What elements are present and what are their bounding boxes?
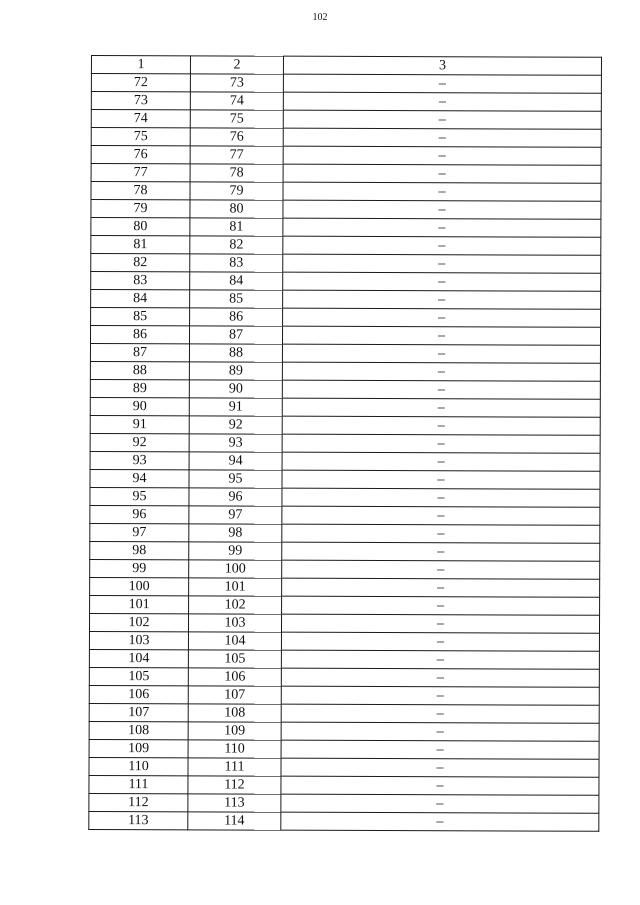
table-cell-col-1: 112 bbox=[89, 793, 188, 811]
table-cell-col-2: 105 bbox=[188, 650, 281, 668]
table-cell-col-2: 114 bbox=[188, 812, 281, 830]
table-cell-col-1: 96 bbox=[90, 505, 189, 523]
table-cell-col-1: 90 bbox=[90, 397, 189, 415]
table-row bbox=[90, 326, 600, 346]
table-cell-col-3: – bbox=[282, 416, 600, 435]
table-cell-col-2: 85 bbox=[190, 290, 283, 308]
table-cell-col-3: – bbox=[282, 434, 600, 453]
table-cell-col-1: 92 bbox=[90, 433, 189, 451]
table-cell-col-3: – bbox=[281, 650, 599, 669]
table-row bbox=[89, 703, 599, 723]
table-cell-col-2: 86 bbox=[190, 308, 283, 326]
table-cell-col-1: 87 bbox=[90, 344, 189, 362]
table-cell-col-2: 80 bbox=[190, 200, 283, 218]
table-cell-col-1: 113 bbox=[89, 811, 188, 829]
table-cell-col-3: – bbox=[283, 146, 601, 165]
table-cell-col-3: – bbox=[283, 254, 601, 273]
table-cell-col-1: 97 bbox=[90, 523, 189, 541]
table-row bbox=[91, 128, 601, 148]
table-row bbox=[89, 649, 599, 669]
table-row bbox=[91, 146, 601, 166]
table-cell-col-2: 91 bbox=[189, 398, 282, 416]
table-cell-col-2: 75 bbox=[190, 110, 283, 128]
table-cell-col-1: 75 bbox=[91, 128, 190, 146]
table-cell-col-3: – bbox=[283, 182, 601, 201]
table-cell-col-1: 100 bbox=[90, 577, 189, 595]
table-cell-col-3: – bbox=[283, 128, 601, 147]
table-row bbox=[91, 236, 601, 256]
table-cell-col-1: 81 bbox=[91, 236, 190, 254]
table-row bbox=[91, 218, 601, 238]
table-row bbox=[91, 164, 601, 184]
table-row bbox=[90, 505, 600, 525]
table-cell-col-1: 76 bbox=[91, 146, 190, 164]
table-row bbox=[89, 631, 599, 651]
table-cell-col-2: 108 bbox=[188, 704, 281, 722]
table-cell-col-3: – bbox=[283, 308, 601, 327]
table-row bbox=[90, 379, 600, 399]
table-cell-col-3: – bbox=[281, 686, 599, 705]
table-cell-col-1: 82 bbox=[91, 254, 190, 272]
table-cell-col-3: – bbox=[282, 380, 600, 399]
table-row bbox=[90, 487, 600, 507]
table-cell-col-3: – bbox=[283, 218, 601, 237]
table-cell-col-3: – bbox=[282, 344, 600, 363]
table-cell-col-3: – bbox=[283, 200, 601, 219]
table-row bbox=[91, 308, 601, 328]
table-cell-col-2: 93 bbox=[189, 434, 282, 452]
table-cell-col-1: 102 bbox=[89, 613, 188, 631]
table-cell-col-1: 108 bbox=[89, 721, 188, 739]
table-cell-col-2: 97 bbox=[189, 506, 282, 524]
table-cell-col-1: 78 bbox=[91, 182, 190, 200]
table-row bbox=[89, 793, 599, 813]
table-cell-col-3: – bbox=[281, 758, 599, 777]
table-row bbox=[91, 74, 601, 94]
table-cell-col-2: 113 bbox=[188, 794, 281, 812]
table-cell-col-3: – bbox=[281, 704, 599, 723]
header-row bbox=[91, 56, 601, 76]
table-cell-col-1: 110 bbox=[89, 757, 188, 775]
table-cell-col-2: 88 bbox=[189, 344, 282, 362]
data-table bbox=[88, 55, 602, 832]
table-cell-col-2: 82 bbox=[190, 236, 283, 254]
table-cell-col-2: 78 bbox=[190, 164, 283, 182]
table-row bbox=[91, 200, 601, 220]
table-cell-col-3: – bbox=[282, 470, 600, 489]
table-row bbox=[90, 361, 600, 381]
table-cell-col-2: 104 bbox=[188, 632, 281, 650]
table-cell-col-1: 103 bbox=[89, 631, 188, 649]
table-cell-col-1: 77 bbox=[91, 164, 190, 182]
table-cell-col-1: 99 bbox=[90, 559, 189, 577]
table-cell-col-2: 112 bbox=[188, 776, 281, 794]
table-row bbox=[90, 595, 600, 615]
table-header bbox=[91, 56, 601, 76]
table-cell-col-1: 73 bbox=[91, 92, 190, 110]
table-cell-col-2: 79 bbox=[190, 182, 283, 200]
table-cell-col-3: – bbox=[282, 488, 600, 507]
table-cell-col-3: – bbox=[281, 740, 599, 759]
table-cell-col-2: 84 bbox=[190, 272, 283, 290]
table-row bbox=[91, 272, 601, 292]
table-row bbox=[90, 433, 600, 453]
table-cell-col-2: 89 bbox=[189, 362, 282, 380]
table-cell-col-3: – bbox=[282, 560, 600, 579]
table-row bbox=[89, 775, 599, 795]
table-cell-col-1: 91 bbox=[90, 415, 189, 433]
table-cell-col-1: 72 bbox=[91, 74, 190, 92]
table-body bbox=[89, 74, 602, 832]
table-row bbox=[89, 811, 599, 831]
table-cell-col-2: 77 bbox=[190, 146, 283, 164]
table-cell-col-3: – bbox=[282, 506, 600, 525]
table-cell-col-1: 105 bbox=[89, 667, 188, 685]
table-row bbox=[89, 685, 599, 705]
table-cell-col-1: 95 bbox=[90, 487, 189, 505]
table-cell-col-1: 109 bbox=[89, 739, 188, 757]
table-cell-col-2: 111 bbox=[188, 758, 281, 776]
table-cell-col-3: – bbox=[283, 290, 601, 309]
table-cell-col-3: – bbox=[281, 632, 599, 651]
table-cell-col-3: – bbox=[283, 110, 601, 129]
table-cell-col-3: – bbox=[281, 668, 599, 687]
table-cell-col-1: 111 bbox=[89, 775, 188, 793]
table-cell-col-1: 86 bbox=[90, 326, 189, 344]
table-cell-col-1: 101 bbox=[90, 595, 189, 613]
table-cell-col-1: 89 bbox=[90, 379, 189, 397]
table-cell-col-1: 93 bbox=[90, 451, 189, 469]
table-cell-col-3: – bbox=[281, 812, 599, 831]
table-cell-col-2: 99 bbox=[189, 542, 282, 560]
column-header-2: 2 bbox=[190, 56, 283, 74]
table-cell-col-2: 83 bbox=[190, 254, 283, 272]
table-cell-col-1: 85 bbox=[91, 308, 190, 326]
table-row bbox=[89, 757, 599, 777]
table-cell-col-1: 98 bbox=[90, 541, 189, 559]
table-cell-col-2: 74 bbox=[190, 92, 283, 110]
table-cell-col-1: 74 bbox=[91, 110, 190, 128]
table-cell-col-3: – bbox=[282, 596, 600, 615]
table-row bbox=[89, 721, 599, 741]
table-cell-col-3: – bbox=[282, 326, 600, 345]
table-cell-col-1: 83 bbox=[91, 272, 190, 290]
table-cell-col-2: 73 bbox=[190, 74, 283, 92]
table-cell-col-1: 104 bbox=[89, 649, 188, 667]
table-cell-col-2: 94 bbox=[189, 452, 282, 470]
table-cell-col-3: – bbox=[283, 92, 601, 111]
table-cell-col-1: 79 bbox=[91, 200, 190, 218]
table-cell-col-2: 87 bbox=[189, 326, 282, 344]
table-cell-col-2: 98 bbox=[189, 524, 282, 542]
table-row bbox=[89, 667, 599, 687]
table-cell-col-3: – bbox=[281, 722, 599, 741]
table-cell-col-1: 88 bbox=[90, 361, 189, 379]
table-row bbox=[90, 577, 600, 597]
table-cell-col-3: – bbox=[281, 794, 599, 813]
table-cell-col-3: – bbox=[283, 272, 601, 291]
table-cell-col-1: 106 bbox=[89, 685, 188, 703]
table-cell-col-3: – bbox=[282, 452, 600, 471]
table-cell-col-2: 103 bbox=[188, 614, 281, 632]
table-row bbox=[90, 415, 600, 435]
table-row bbox=[91, 182, 601, 202]
table-cell-col-2: 92 bbox=[189, 416, 282, 434]
table-cell-col-2: 76 bbox=[190, 128, 283, 146]
table-row bbox=[90, 469, 600, 489]
table-cell-col-2: 96 bbox=[189, 488, 282, 506]
table-cell-col-2: 101 bbox=[189, 578, 282, 596]
page-number: 102 bbox=[312, 12, 328, 23]
table-cell-col-2: 90 bbox=[189, 380, 282, 398]
table-row bbox=[91, 110, 601, 130]
table-cell-col-3: – bbox=[283, 236, 601, 255]
table-row bbox=[90, 541, 600, 561]
table-cell-col-2: 107 bbox=[188, 686, 281, 704]
table-cell-col-1: 80 bbox=[91, 218, 190, 236]
table-cell-col-3: – bbox=[283, 74, 601, 93]
table-row bbox=[91, 254, 601, 274]
table-cell-col-3: – bbox=[282, 362, 600, 381]
table-cell-col-3: – bbox=[281, 614, 599, 633]
table-cell-col-1: 107 bbox=[89, 703, 188, 721]
table-cell-col-3: – bbox=[282, 542, 600, 561]
table-row bbox=[91, 290, 601, 310]
table-cell-col-2: 106 bbox=[188, 668, 281, 686]
table-cell-col-3: – bbox=[282, 398, 600, 417]
table-row bbox=[89, 739, 599, 759]
table-cell-col-1: 84 bbox=[91, 290, 190, 308]
table-row bbox=[90, 523, 600, 543]
table-row bbox=[90, 559, 600, 579]
table-cell-col-2: 109 bbox=[188, 722, 281, 740]
table-cell-col-2: 100 bbox=[189, 560, 282, 578]
table-cell-col-2: 110 bbox=[188, 740, 281, 758]
table-cell-col-1: 94 bbox=[90, 469, 189, 487]
table-cell-col-2: 95 bbox=[189, 470, 282, 488]
table-row bbox=[90, 397, 600, 417]
column-header-3: 3 bbox=[283, 56, 601, 75]
table-row bbox=[90, 451, 600, 471]
table-cell-col-3: – bbox=[282, 524, 600, 543]
table-row bbox=[90, 344, 600, 364]
table-row bbox=[91, 92, 601, 112]
table-cell-col-2: 102 bbox=[189, 596, 282, 614]
column-header-1: 1 bbox=[91, 56, 190, 74]
table-cell-col-3: – bbox=[283, 164, 601, 183]
table-cell-col-3: – bbox=[282, 578, 600, 597]
table-row bbox=[89, 613, 599, 633]
table-cell-col-2: 81 bbox=[190, 218, 283, 236]
table-cell-col-3: – bbox=[281, 776, 599, 795]
